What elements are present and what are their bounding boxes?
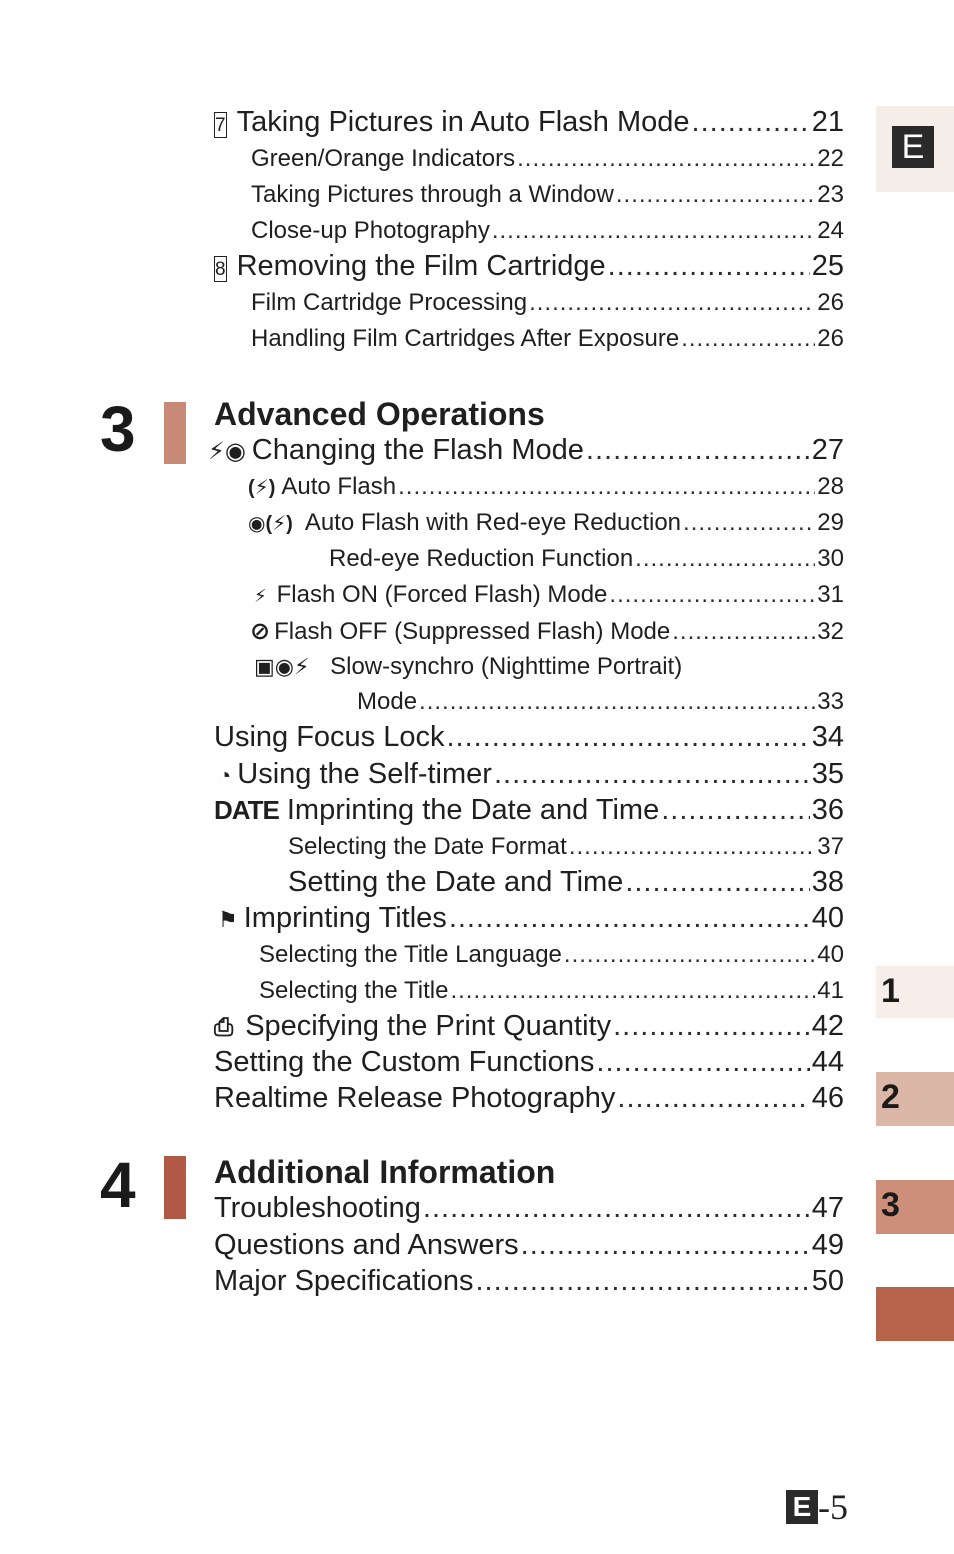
toc-page-number: 36 <box>811 794 844 826</box>
toc-page-number: 23 <box>817 181 844 208</box>
page-number-value: -5 <box>818 1487 848 1527</box>
toc-page-number: 42 <box>811 1010 844 1042</box>
toc-page-number: 24 <box>817 217 844 244</box>
toc-entry[interactable] <box>259 977 844 1013</box>
toc-page-number: 26 <box>817 325 844 352</box>
toc-entry[interactable] <box>214 106 844 142</box>
leader-dots <box>616 181 815 209</box>
toc-entry-label: Selecting the Title Language <box>259 941 562 968</box>
toc-entry-line1[interactable] <box>254 653 682 689</box>
leader-dots <box>617 1082 809 1115</box>
toc-page-number: 47 <box>811 1192 844 1224</box>
toc-entry[interactable] <box>329 545 844 581</box>
leader-dots <box>423 1192 810 1225</box>
print-quantity-icon: ⎙ <box>214 1014 234 1041</box>
tab-section-2 <box>876 1072 954 1126</box>
leader-dots <box>681 325 815 353</box>
toc-page-number: 21 <box>811 106 844 138</box>
redeye-auto-flash-icon: ◉(⚡) <box>248 513 293 535</box>
tab-section-1-label: 1 <box>881 972 900 1010</box>
toc-entry[interactable] <box>288 866 844 902</box>
toc-page-number: 50 <box>811 1265 844 1297</box>
toc-entry-label: Setting the Custom Functions <box>214 1046 595 1078</box>
toc-entry[interactable] <box>214 794 844 830</box>
language-e-box: E <box>892 126 934 168</box>
toc-entry-label: Major Specifications <box>214 1265 474 1297</box>
toc-entry[interactable] <box>248 509 844 545</box>
toc-entry-label: Auto Flash with Red-eye Reduction <box>304 509 682 536</box>
toc-entry-label: Imprinting Titles <box>243 902 447 934</box>
toc-entry[interactable] <box>214 1192 844 1228</box>
leader-dots <box>625 866 809 899</box>
toc-page-number: 26 <box>817 289 844 316</box>
toc-entry-label: Using the Self-timer <box>237 758 492 790</box>
toc-entry-label: Close-up Photography <box>251 217 490 244</box>
leader-dots <box>449 902 810 935</box>
leader-dots <box>635 545 815 573</box>
toc-entry[interactable] <box>251 217 844 253</box>
toc-entry[interactable] <box>214 1082 844 1118</box>
toc-page-number: 22 <box>817 145 844 172</box>
leader-dots <box>521 1229 810 1262</box>
toc-entry-label: Realtime Release Photography <box>214 1082 616 1114</box>
toc-entry-label: Setting the Date and Time <box>288 866 624 898</box>
toc-entry-label: Taking Pictures through a Window <box>251 181 614 208</box>
toc-page-number: 37 <box>817 833 844 860</box>
slow-synchro-icon: ▣◉⚡ <box>254 654 310 679</box>
toc-entry[interactable] <box>214 1229 844 1265</box>
toc-entry-label: Selecting the Date Format <box>288 833 567 860</box>
toc-page-number: 46 <box>811 1082 844 1114</box>
toc-entry[interactable] <box>251 289 844 325</box>
section-heading: Advanced Operations <box>214 396 545 432</box>
toc-entry[interactable] <box>251 325 844 361</box>
toc-entry[interactable] <box>248 473 844 509</box>
toc-entry-label: Slow-synchro (Nighttime Portrait) <box>330 653 683 680</box>
auto-flash-icon: (⚡) <box>248 477 276 499</box>
section-heading: Additional Information <box>214 1154 556 1190</box>
toc-entry-label: Removing the Film Cartridge <box>236 250 606 282</box>
leader-dots <box>476 1265 810 1298</box>
leader-dots <box>564 941 815 969</box>
leader-dots <box>613 1010 810 1043</box>
toc-entry-label: Troubleshooting <box>214 1192 421 1224</box>
tab-section-4 <box>876 1287 954 1341</box>
self-timer-icon: ◔ <box>218 763 232 788</box>
leader-dots <box>608 250 810 283</box>
toc-entry-label: Flash OFF (Suppressed Flash) Mode <box>274 618 671 645</box>
leader-dots <box>683 509 815 537</box>
toc-entry[interactable] <box>208 434 844 470</box>
leader-dots <box>398 473 815 501</box>
toc-page-number: 25 <box>811 250 844 282</box>
toc-entry[interactable] <box>218 758 844 794</box>
toc-page-number: 33 <box>817 688 844 715</box>
leader-dots <box>447 721 810 754</box>
toc-entry[interactable] <box>251 145 844 181</box>
toc-page-number: 27 <box>811 434 844 466</box>
step-number-box: 8 <box>214 256 227 282</box>
leader-dots <box>517 145 815 173</box>
leader-dots <box>450 977 815 1005</box>
section-color-bar <box>164 1156 186 1219</box>
flash-off-icon: ⊘ <box>250 618 271 645</box>
toc-entry-label: Red-eye Reduction Function <box>329 545 634 572</box>
section-color-bar <box>164 402 186 464</box>
toc-entry-label: Questions and Answers <box>214 1229 519 1261</box>
tab-section-3 <box>876 1180 954 1234</box>
tab-section-1 <box>876 966 954 1018</box>
tab-section-2-label: 2 <box>881 1078 900 1116</box>
toc-entry[interactable] <box>214 1010 844 1046</box>
toc-entry[interactable] <box>214 1265 844 1301</box>
leader-dots <box>529 289 815 317</box>
toc-page-number: 44 <box>811 1046 844 1078</box>
toc-entry[interactable] <box>251 181 844 217</box>
toc-entry-label: Green/Orange Indicators <box>251 145 516 172</box>
toc-entry-label: Auto Flash <box>281 473 397 500</box>
toc-entry[interactable] <box>214 1046 844 1082</box>
toc-entry-label: Flash ON (Forced Flash) Mode <box>276 581 608 608</box>
toc-page-number: 32 <box>817 618 844 645</box>
leader-dots <box>494 758 810 791</box>
page-number <box>786 1486 848 1528</box>
section-number: 4 <box>100 1149 136 1221</box>
date-icon: DATE <box>214 795 279 825</box>
section-number: 3 <box>100 393 136 465</box>
leader-dots <box>609 581 815 609</box>
toc-entry-label: Handling Film Cartridges After Exposure <box>251 325 680 352</box>
toc-page-number: 31 <box>817 581 844 608</box>
toc-entry-label: Taking Pictures in Auto Flash Mode <box>236 106 690 138</box>
toc-page-number: 40 <box>811 902 844 934</box>
toc-page-number: 35 <box>811 758 844 790</box>
leader-dots <box>661 794 810 827</box>
leader-dots <box>586 434 810 467</box>
toc-entry-label: Imprinting the Date and Time <box>286 794 660 826</box>
toc-entry[interactable] <box>259 941 844 977</box>
toc-entry[interactable] <box>288 833 844 869</box>
step-number-box: 7 <box>214 112 227 138</box>
toc-page-number: 34 <box>811 721 844 753</box>
toc-entry[interactable] <box>214 721 844 757</box>
language-e-badge: E <box>786 1490 818 1524</box>
leader-dots <box>569 833 815 861</box>
title-imprint-icon: ⚑ <box>218 907 238 932</box>
toc-entry-line2[interactable] <box>357 688 844 724</box>
flash-on-icon: ⚡ <box>254 586 267 606</box>
toc-entry-label: Specifying the Print Quantity <box>245 1010 612 1042</box>
tab-section-3-label: 3 <box>881 1186 900 1224</box>
toc-entry[interactable] <box>214 250 844 286</box>
tab-language-e <box>876 106 954 192</box>
toc-page-number: 30 <box>817 545 844 572</box>
toc-entry[interactable] <box>250 617 844 653</box>
toc-page-number: 41 <box>817 977 844 1004</box>
leader-dots <box>692 106 810 139</box>
leader-dots <box>596 1046 809 1079</box>
flash-redeye-icon: ⚡◉ <box>208 438 246 465</box>
toc-entry[interactable] <box>218 902 844 938</box>
leader-dots <box>492 217 815 245</box>
toc-page-number: 49 <box>811 1229 844 1261</box>
toc-page-number: 38 <box>811 866 844 898</box>
toc-page-number: 29 <box>817 509 844 536</box>
leader-dots <box>419 688 815 716</box>
toc-entry-label: Selecting the Title <box>259 977 449 1004</box>
toc-entry-label: Film Cartridge Processing <box>251 289 528 316</box>
toc-entry-label: Changing the Flash Mode <box>251 434 584 466</box>
toc-entry[interactable] <box>254 581 844 617</box>
toc-entry-label: Using Focus Lock <box>214 721 445 753</box>
toc-page-number: 40 <box>817 941 844 968</box>
toc-entry-label: Mode <box>357 688 418 715</box>
leader-dots <box>672 618 815 646</box>
toc-page-number: 28 <box>817 473 844 500</box>
